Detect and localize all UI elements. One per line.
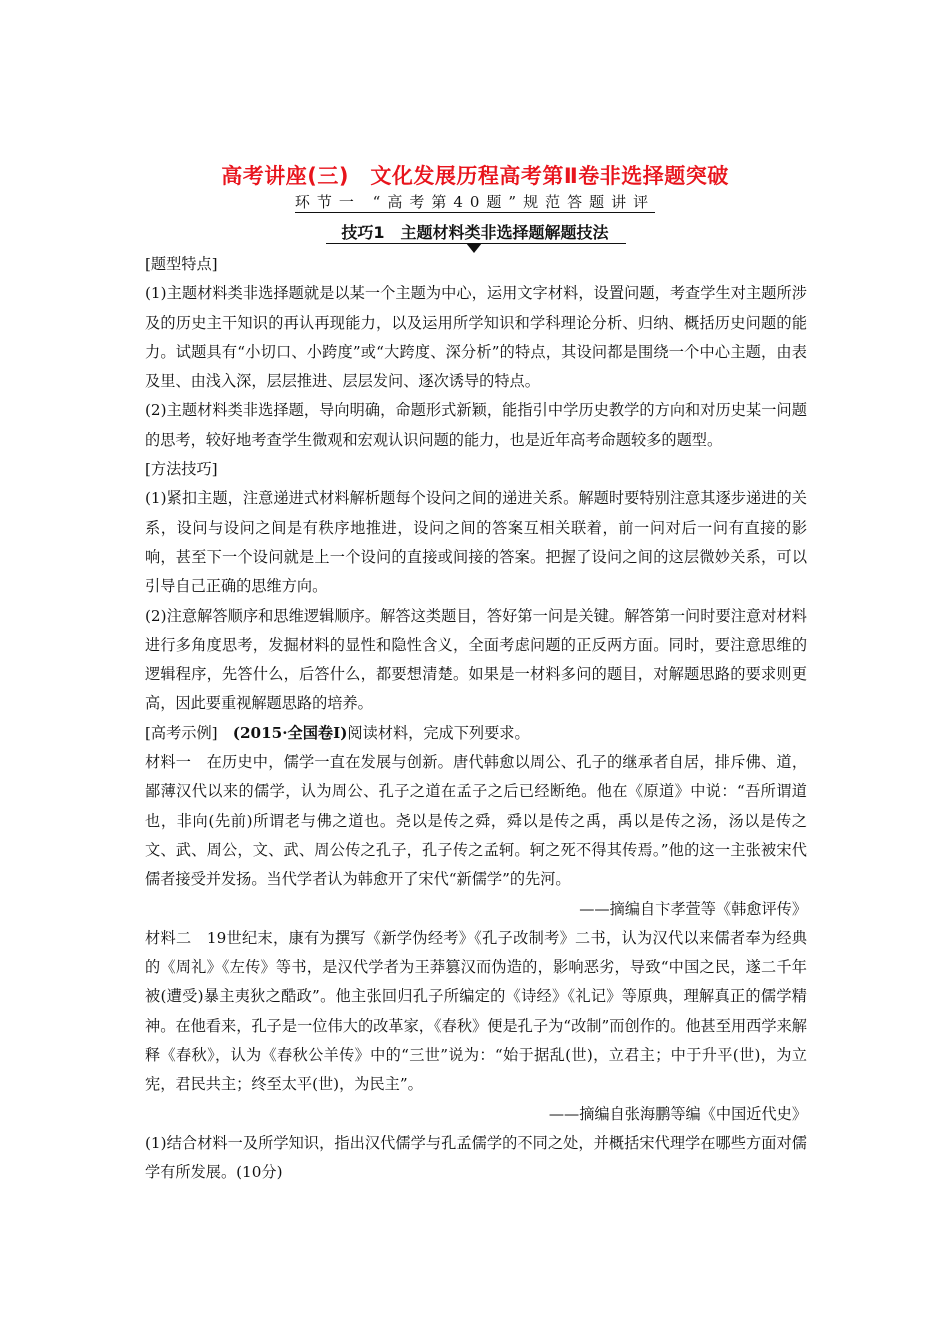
example-source: (2015·全国卷Ⅰ) bbox=[217, 723, 348, 742]
paragraph-feature-2: (2)主题材料类非选择题，导向明确，命题形式新颖，能指引中学历史教学的方向和对历史某一问题的思考，较好地考查学生微观和宏观认识问题的能力，也是近年高考命题较多的题型。 bbox=[145, 401, 807, 449]
heading-question-features: [题型特点] bbox=[145, 255, 218, 273]
paragraph-method-2: (2)注意解答顺序和思维逻辑顺序。解答这类题目，答好第一问是关键。解答第一问时要注意对材料进行多角度思考，发掘材料的显性和隐性含义，全面考虑问题的正反两方面。同时，要注意思维的逻辑程序，先答什么，后答什么，都要想清楚。如果是一材料多问的题目，对解题思路的要求则更高，因此要重视解题思路的培养。 bbox=[145, 606, 807, 713]
question-one: (1)结合材料一及所学知识，指出汉代儒学与孔孟儒学的不同之处，并概括宋代理学在哪些方面对儒学有所发展。(10分) bbox=[145, 1133, 807, 1182]
material-one: 材料一 在历史中，儒学一直在发展与创新。唐代韩愈以周公、孔子的继承者自居，排斥佛、道，鄙薄汉代以来的儒学，认为周公、孔子之道在孟子之后已经断绝。他在《原道》中说：“吾所谓道也，非向(先前)所谓老与佛之道也。尧以是传之舜，舜以是传之禹，禹以是传之汤，汤以是传之文、武、周公，文、武、周公传之孔子，孔子传之孟轲。轲之死不得其传焉。”他的这一主张被宋代儒者接受并发扬。当代学者认为韩愈开了宋代“新儒学”的先河。 bbox=[145, 753, 807, 889]
skill-heading: 技巧1 主题材料类非选择题解题技法 bbox=[341, 223, 609, 242]
example-instruction: 阅读材料，完成下列要求。 bbox=[347, 723, 530, 742]
material-two-citation: ——摘编自张海鹏等编《中国近代史》 bbox=[548, 1104, 807, 1123]
material-two: 材料二 19世纪末，康有为撰写《新学伪经考》《孔子改制考》二书，认为汉代以来儒者奉为经典的《周礼》《左传》等书，是汉代学者为王莽篡汉而伪造的，影响恶劣，导致“中国之民，遂二千年被(遭受)暴主夷狄之酷政”。他主张回归孔子所编定的《诗经》《礼记》等原典，理解真正的儒学精神。在他看来，孔子是一位伟大的改革家，《春秋》便是孔子为“改制”而创作的。他甚至用西学来解释《春秋》，认为《春秋公羊传》中的“三世”说为：“始于据乱(世)，立君主；中于升平(世)，为立宪，君民共主；终至太平(世)，为民主”。 bbox=[145, 928, 807, 1094]
heading-methods: [方法技巧] bbox=[145, 460, 218, 479]
material-one-citation: ——摘编自卞孝萱等《韩愈评传》 bbox=[579, 899, 807, 918]
paragraph-method-1: (1)紧扣主题，注意递进式材料解析题每个设问之间的递进关系。解题时要特别注意其逐步递进的关系，设问与设问之间是有秩序地推进，设问之间的答案互相关联着，前一问对后一问有直接的影响，甚至下一个设问就是上一个设问的直接或间接的答案。把握了设问之间的这层微妙关系，可以引导自己正确的思维方向。 bbox=[145, 489, 807, 596]
example-label: [高考示例] bbox=[145, 723, 218, 742]
section-heading-text: 环节一 “高考第40题”规范答题讲评 bbox=[294, 193, 656, 211]
paragraph-feature-1: (1)主题材料类非选择题就是以某一个主题为中心，运用文字材料，设置问题，考查学生对主题所涉及的历史主干知识的再认再现能力，以及运用所学知识和学科理论分析、归纳、概括历史问题的能力。试题具有“小切口、小跨度”或“大跨度、深分析”的特点，其设问都是围绕一个中心主题，由表及里、由浅入深，层层推进、层层发问、逐次诱导的特点。 bbox=[145, 284, 807, 391]
section-heading bbox=[0, 191, 950, 212]
body-text bbox=[145, 250, 807, 1188]
example-line bbox=[145, 719, 807, 748]
lecture-title: 高考讲座(三) 文化发展历程高考第Ⅱ卷非选择题突破 bbox=[221, 164, 729, 188]
